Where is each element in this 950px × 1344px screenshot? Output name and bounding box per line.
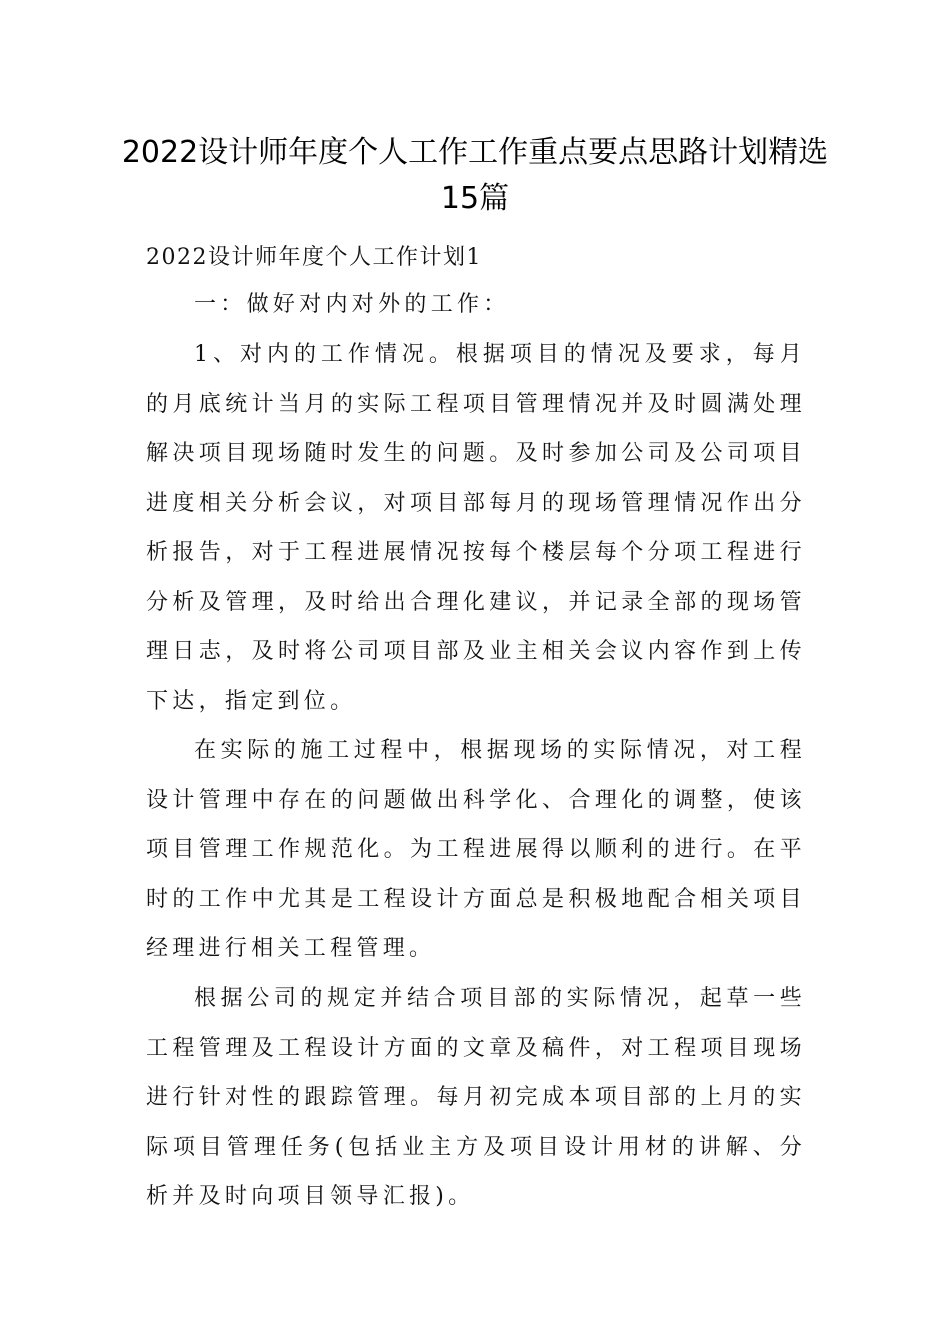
section-heading: 2022设计师年度个人工作计划1: [146, 245, 482, 270]
paragraph-company-rules: 根据公司的规定并结合项目部的实际情况，起草一些工程管理及工程设计方面的文章及稿件，对工程项目现场进行针对性的跟踪管理。每月初完成本项目部的上月的实际项目管理任务(包括业主方及项目设计用材的讲解、分析并及时向项目领导汇报)。: [146, 986, 806, 1209]
paragraph-construction-process: 在实际的施工过程中，根据现场的实际情况，对工程设计管理中存在的问题做出科学化、合理化的调整，使该项目管理工作规范化。为工程进展得以顺利的进行。在平时的工作中尤其是工程设计方面总是积极地配合相关项目经理进行相关工程管理。: [146, 738, 806, 961]
paragraph-internal-work: 1、对内的工作情况。根据项目的情况及要求，每月的月底统计当月的实际工程项目管理情况并及时圆满处理解决项目现场随时发生的问题。及时参加公司及公司项目进度相关分析会议，对项目部每月的现场管理情况作出分析报告，对于工程进展情况按每个楼层每个分项工程进行分析及管理，及时给出合理化建议，并记录全部的现场管理日志，及时将公司项目部及业主相关会议内容作到上传下达，指定到位。: [146, 342, 806, 714]
document-title: 2022设计师年度个人工作工作重点要点思路计划精选15篇: [121, 135, 829, 216]
paragraph-outline: 一：做好对内对外的工作：: [194, 292, 510, 317]
